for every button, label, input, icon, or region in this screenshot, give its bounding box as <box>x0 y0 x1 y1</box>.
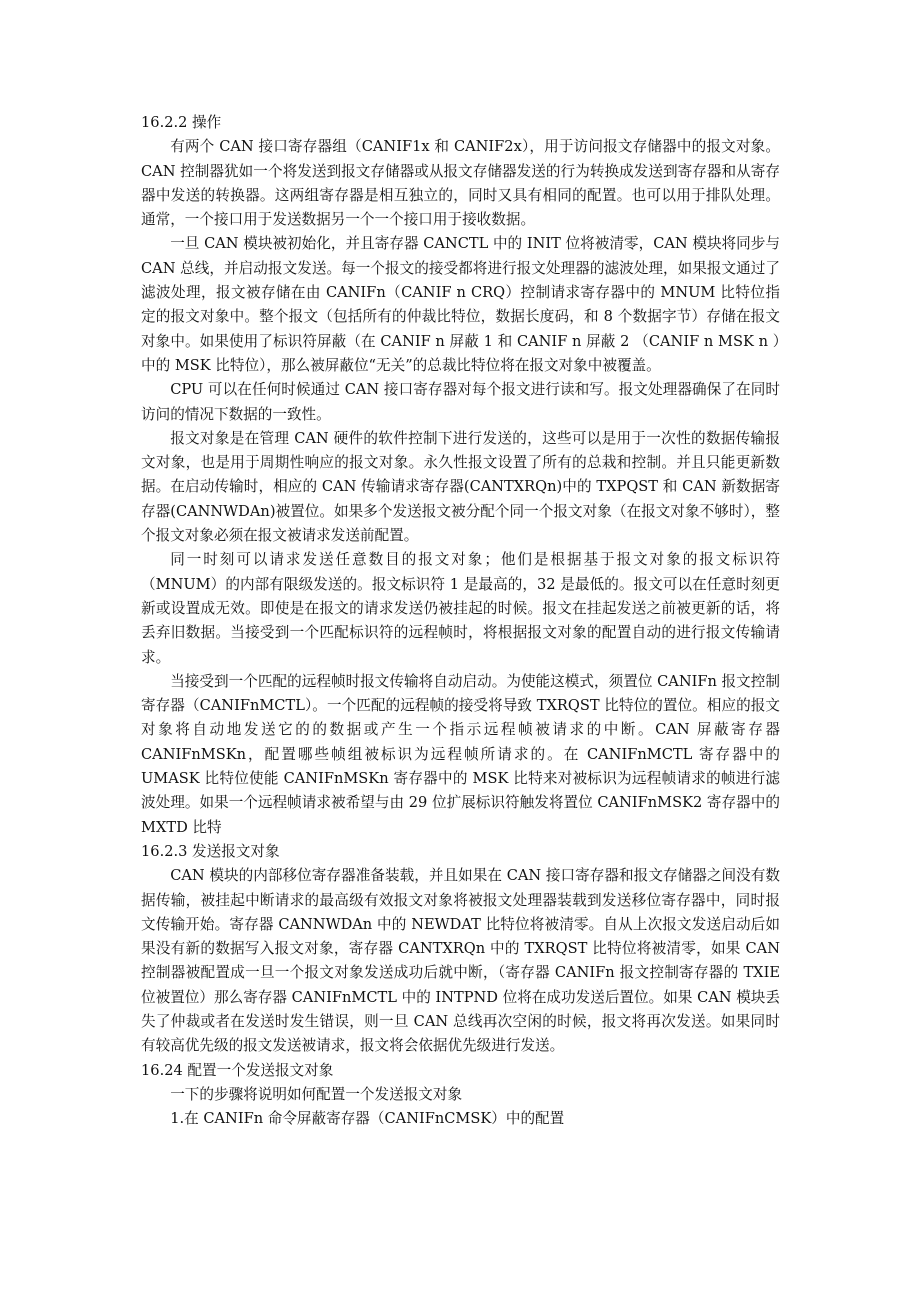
paragraph-can-initialization: 一旦 CAN 模块被初始化，并且寄存器 CANCTL 中的 INIT 位将被清零，CAN 模块将同步与 CAN 总线，并启动报文发送。每一个报文的接受都将进行报文处理器的滤波处理，如果报文通过了滤波处理，报文被存储在由 CANIFn（CANIF n CRQ）控制请求寄存器中的 MNUM 比特位指定的报文对象中。整个报文（包括所有的仲裁比特位，数据长度码，和 8 个数据字节）存储在报文对象中。如果使用了标识符屏蔽（在 CANIF n 屏蔽 1 和 CANIF n 屏蔽 2 （CANIF n MSK n ）中的 MSK 比特位），那么被屏蔽位“无关”的总裁比特位将在报文对象中被覆盖。 <box>141 235 780 374</box>
paragraph-can-interface-registers: 有两个 CAN 接口寄存器组（CANIF1x 和 CANIF2x），用于访问报文存储器中的报文对象。CAN 控制器犹如一个将发送到报文存储器或从报文存储器发送的行为转换成发送到寄存器和从寄存器中发送的转换器。这两组寄存器是相互独立的，同时又具有相同的配置。也可以用于排队处理。通常，一个接口用于发送数据另一个一个接口用于接收数据。 <box>141 138 780 229</box>
paragraph-remote-frame: 当接受到一个匹配的远程帧时报文传输将自动启动。为使能这模式，须置位 CANIFn 报文控制寄存器（CANIFnMCTL）。一个匹配的远程帧的接受将导致 TXRQST 比特位的置位。相应的报文对象将自动地发送它的的数据或产生一个指示远程帧被请求的中断。CAN 屏蔽寄存器 CANIFnMSKn，配置哪些帧组被标识为远程帧所请求的。在 CANIFnMCTL 寄存器中的 UMASK 比特位使能 CANIFnMSKn 寄存器中的 MSK 比特来对被标识为远程帧请求的帧进行滤波处理。如果一个远程帧请求被希望与由 29 位扩展标识符触发将置位 CANIFnMSK2 寄存器中的 MXTD 比特 <box>141 672 780 836</box>
section-heading-16-2-2: 16.2.2 操作 <box>141 114 222 131</box>
section-heading-16-24: 16.24 配置一个发送报文对象 <box>141 1061 334 1079</box>
paragraph-message-object-transmit: 报文对象是在管理 CAN 硬件的软件控制下进行发送的，这些可以是用于一次性的数据传输报文对象，也是用于周期性响应的报文对象。永久性报文设置了所有的总栽和控制。并且只能更新数据。在启动传输时，相应的 CAN 传输请求寄存器(CANTXRQn)中的 TXPQST 和 CAN 新数据寄存器(CANNWDAn)被置位。如果多个发送报文被分配个同一个报文对象（在报文对象不够时），整个报文对象必须在报文被请求发送前配置。 <box>141 429 780 545</box>
document-body <box>141 111 780 1131</box>
paragraph-config-steps-intro: 一下的步骤将说明如何配置一个发送报文对象 <box>170 1085 463 1103</box>
paragraph-transmit-priority: 同一时刻可以请求发送任意数目的报文对象；他们是根据基于报文对象的报文标识符（MNUM）的内部有限级发送的。报文标识符 1 是最高的，32 是最低的。报文可以在任意时刻更新或设置成无效。即使是在报文的请求发送仍被挂起的时候。报文在挂起发送之前被更新的话，将丢弃旧数据。当接受到一个匹配标识符的远程帧时，将根据报文对象的配置自动的进行报文传输请求。 <box>141 551 780 666</box>
paragraph-transmit-message-object: CAN 模块的内部移位寄存器准备装载，并且如果在 CAN 接口寄存器和报文存储器之间没有数据传输，被挂起中断请求的最高级有效报文对象将被报文处理器装载到发送移位寄存器中，同时报文传输开始。寄存器 CANNWDAn 中的 NEWDAT 比特位将被清零。自从上次报文发送启动后如果没有新的数据写入报文对象，寄存器 CANTXRQn 中的 TXRQST 比特位将被清零，如果 CAN 控制器被配置成一旦一个报文对象发送成功后就中断，（寄存器 CANIFn 报文控制寄存器的 TXIE 位被置位）那么寄存器 CANIFnMCTL 中的 INTPND 位将在成功发送后置位。如果 CAN 模块丢失了仲裁或者在发送时发生错误，则一旦 CAN 总线再次空闲的时候，报文将再次发送。如果同时有较高优先级的报文发送被请求，报文将会依据优先级进行发送。 <box>141 867 780 1055</box>
section-heading-16-2-3: 16.2.3 发送报文对象 <box>141 842 280 860</box>
paragraph-config-step-1: 1.在 CANIFn 命令屏蔽寄存器（CANIFnCMSK）中的配置 <box>170 1110 565 1128</box>
paragraph-cpu-access: CPU 可以在任何时候通过 CAN 接口寄存器对每个报文进行读和写。报文处理器确保了在同时访问的情况下数据的一致性。 <box>141 381 780 423</box>
